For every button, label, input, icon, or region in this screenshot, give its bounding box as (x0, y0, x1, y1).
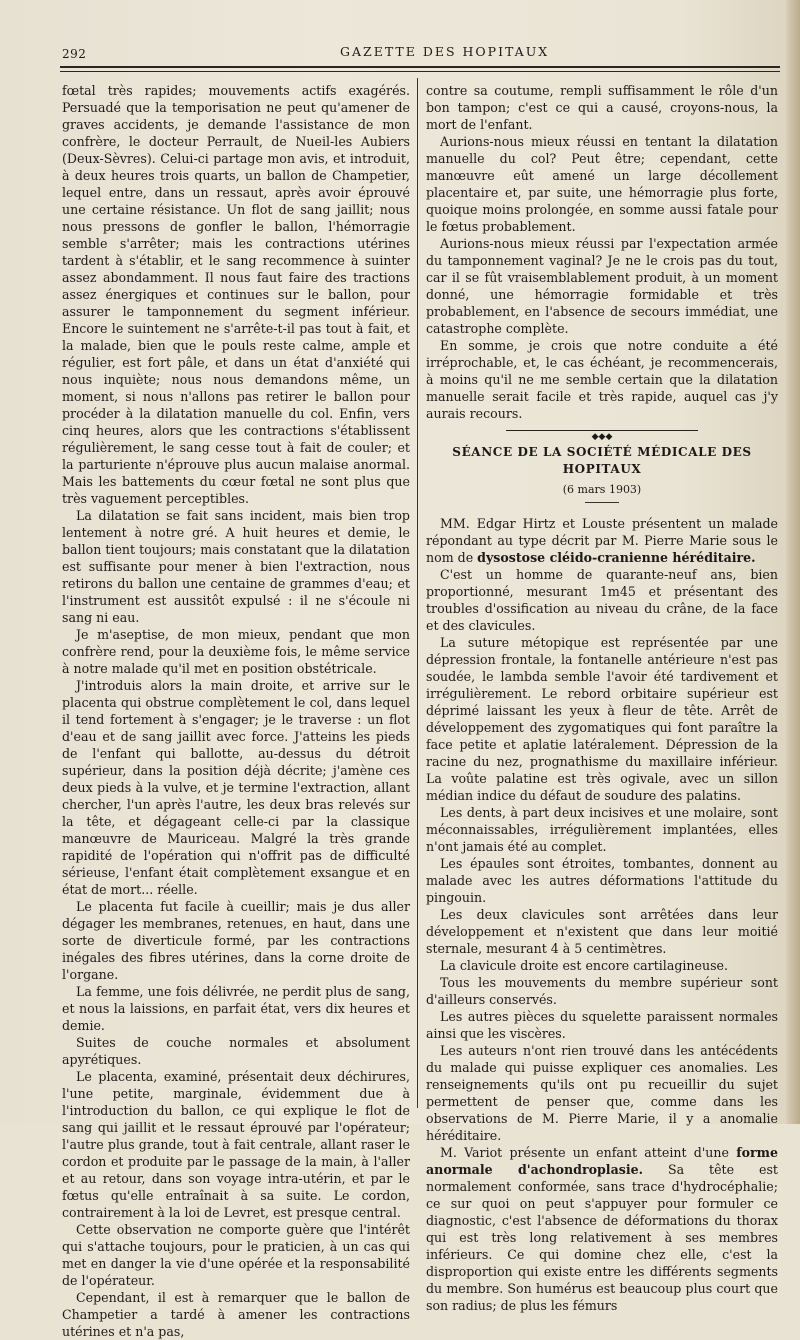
paragraph: Les auteurs n'ont rien trouvé dans les antécédents du malade qui puisse expliquer ces anomalies. Les renseignements qu'ils ont pu recueillir du sujet permettent de penser que, comme dans les observations de M. Pierre Marie, il y a anomalie héréditaire. (426, 1043, 778, 1143)
left-column (62, 82, 410, 1340)
page-edge (786, 0, 800, 1124)
paragraph: Suites de couche normales et absolument apyrétiques. (62, 1035, 410, 1067)
paragraph: J'introduis alors la main droite, et arrive sur le placenta qui obstrue complètement le col, dans lequel il tend fortement à s'engager; je le traverse : un flot d'eau et de sang jaillit avec force. J'atteins les pieds de l'enfant qui ballotte, au-dessus du détroit supérieur, dans la position déjà décrite; j'amène ces deux pieds à la vulve, et je termine l'extraction, allant chercher, l'un après l'autre, les deux bras relevés sur la tête, et dégageant celle-ci par la classique manœuvre de Mauriceau. Malgré la très grande rapidité de l'opération qui n'offrit pas de difficulté sérieuse, l'enfant était complètement exsangue et en état de mort... réelle. (62, 678, 410, 897)
header-rule-thick (60, 66, 780, 68)
paragraph: C'est un homme de quarante-neuf ans, bien proportionné, mesurant 1m45 et présentant des troubles d'ossification au niveau du crâne, de la face et des clavicules. (426, 567, 778, 633)
paragraph: Aurions-nous mieux réussi par l'expectation armée du tamponnement vaginal? Je ne le crois pas du tout, car il se fût vraisemblablement produit, à un moment donné, une hémorragie formidable et très probablement, en l'absence de secours immédiat, une catastrophe complète. (426, 236, 778, 336)
paragraph (426, 1144, 778, 1314)
paragraph: La dilatation se fait sans incident, mais bien trop lentement à notre gré. A huit heures et demie, le ballon tient toujours; mais constatant que la dilatation est suffisante pour mener à bien l'extraction, nous retirons du ballon une centaine de grammes d'eau; et l'instrument est aussitôt expulsé : il ne s'écoule ni sang ni eau. (62, 508, 410, 625)
paragraph: Les épaules sont étroites, tombantes, donnent au malade avec les autres déformations l'attitude du pingouin. (426, 856, 778, 905)
running-title: GAZETTE DES HOPITAUX (340, 44, 550, 59)
section-rule (585, 502, 619, 503)
paragraph: Cependant, il est à remarquer que le ballon de Champetier a tardé à amener les contractions utérines et n'a pas, (62, 1290, 410, 1339)
column-divider (417, 78, 418, 1108)
paragraph: Je m'aseptise, de mon mieux, pendant que mon confrère rend, pour la deuxième fois, le même service à notre malade qu'il met en position obstétricale. (62, 627, 410, 676)
section-date: (6 mars 1903) (562, 483, 642, 496)
paragraph: Les autres pièces du squelette paraissent normales ainsi que les viscères. (426, 1009, 778, 1041)
paragraph-text: MM. Edgar Hirtz et Louste présentent un malade répondant au type décrit par M. Pierre Marie sous le nom de (426, 516, 778, 565)
paragraph: La femme, une fois délivrée, ne perdit plus de sang, et nous la laissions, en parfait état, vers dix heures et demie. (62, 984, 410, 1033)
disease-name: dysostose cléido-cranienne héréditaire. (477, 550, 756, 565)
paragraph: contre sa coutume, rempli suffisamment le rôle d'un bon tampon; c'est ce qui a causé, croyons-nous, la mort de l'enfant. (426, 83, 778, 132)
paragraph: La clavicule droite est encore cartilagineuse. (440, 958, 729, 973)
disease-name: forme anormale d'achondroplasie. (426, 1145, 778, 1177)
paragraph: Cette observation ne comporte guère que l'intérêt qui s'attache toujours, pour le praticien, à un cas qui met en danger la vie d'une opérée et la responsabilité de l'opérateur. (62, 1222, 410, 1288)
paragraph: fœtal très rapides; mouvements actifs exagérés. Persuadé que la temporisation ne peut qu'amener de graves accidents, je demande l'assistance de mon confrère, le docteur Perrault, de Nueil-les Aubiers (Deux-Sèvres). Celui-ci partage mon avis, et introduit, à deux heures trois quarts, un ballon de Champetier, lequel entre, dans un ressaut, après avoir éprouvé une certaine résistance. Un flot de sang jaillit; nous nous pressons de gonfler le ballon, l'hémorragie semble s'arrêter; mais les contractions utérines tardent à s'établir, et le sang recommence à suinter assez abondamment. Il nous faut faire des tractions assez énergiques et continues sur le ballon, pour assurer le tamponnement du segment inférieur. Encore le suintement ne s'arrête-t-il pas tout à fait, et la malade, bien que le pouls reste calme, ample et régulier, est fort pâle, et dans un état d'anxiété qui nous inquiète; nous nous demandons même, un moment, si nous n'allons pas retirer le ballon pour procéder à la dilatation manuelle du col. Enfin, vers cinq heures, alors que les contractions s'établissent régulièrement, le sang cesse tout à fait de couler; et la parturiente n'éprouve plus aucun malaise anormal. Mais les battements du cœur fœtal ne sont plus que très vaguement perceptibles. (62, 83, 410, 506)
paragraph: Aurions-nous mieux réussi en tentant la dilatation manuelle du col? Peut être; cependant, cette manœuvre eût amené un large décollement placentaire et, par suite, une hémorragie plus forte, quoique moins prolongée, en somme aussi fatale pour le fœtus probablement. (426, 134, 778, 234)
paragraph-text: Sa tête est normalement conformée, sans trace d'hydrocéphalie; ce sur quoi on peut s'appuyer pour formuler ce diagnostic, c'est l'absence de déformations du thorax qui est très long relativement à ses membres inférieurs. Ce qui domine chez elle, c'est la disproportion qui existe entre les différents segments du membre. Son humérus est beaucoup plus court que son radius; de plus les fémurs (426, 1162, 778, 1313)
paragraph (426, 515, 778, 566)
paragraph: Le placenta fut facile à cueillir; mais je dus aller dégager les membranes, retenues, en haut, dans une sorte de diverticule formé, par les contractions inégales des fibres utérines, dans la corne droite de l'organe. (62, 899, 410, 982)
section-title: SÉANCE DE LA SOCIÉTÉ MÉDICALE DES HOPITAUX (452, 445, 752, 476)
paragraph: Le placenta, examiné, présentait deux déchirures, l'une petite, marginale, évidemment due à l'introduction du ballon, ce qui explique le flot de sang qui jaillit et le ressaut éprouvé par l'opérateur; l'autre plus grande, tout à fait centrale, allant raser le cordon et produite par le passage de la main, à l'aller et au retour, dans son voyage intra-utérin, et par le fœtus qu'elle entraînait à sa suite. Le cordon, contrairement à la loi de Levret, est presque central. (62, 1069, 410, 1220)
paragraph: Les deux clavicules sont arrêtées dans leur développement et n'existent que dans leur moitié sternale, mesurant 4 à 5 centimètres. (426, 907, 778, 956)
paragraph: La suture métopique est représentée par une dépression frontale, la fontanelle antérieure n'est pas soudée, le lambda semble l'avoir été tardivement et irrégulièrement. Le rebord orbitaire supérieur est déprimé laissant les yeux à fleur de tête. Arrêt de développement des zygomatiques qui font paraître la face petite et aplatie latéralement. Dépression de la racine du nez, prognathisme du maxillaire inférieur. La voûte palatine est très ogivale, avec un sillon médian indice du défaut de soudure des palatins. (426, 635, 778, 803)
right-column (426, 82, 778, 1314)
paragraph: En somme, je crois que notre conduite a été irréprochable, et, le cas échéant, je recommencerais, à moins qu'il ne me semble certain que la dilatation manuelle serait facile et très rapide, auquel cas j'y aurais recours. (426, 338, 778, 421)
header-rule-thin (60, 71, 780, 72)
paragraph-text: M. Variot présente un enfant atteint d'une (440, 1145, 737, 1160)
paragraph: Tous les mouvements du membre supérieur sont d'ailleurs conservés. (426, 975, 778, 1007)
paragraph: Les dents, à part deux incisives et une molaire, sont méconnaissables, irrégulièrement implantées, elles n'ont jamais été au complet. (426, 805, 778, 854)
page-number: 292 (62, 47, 87, 61)
section-ornament: ◆◆◆ (426, 426, 778, 434)
